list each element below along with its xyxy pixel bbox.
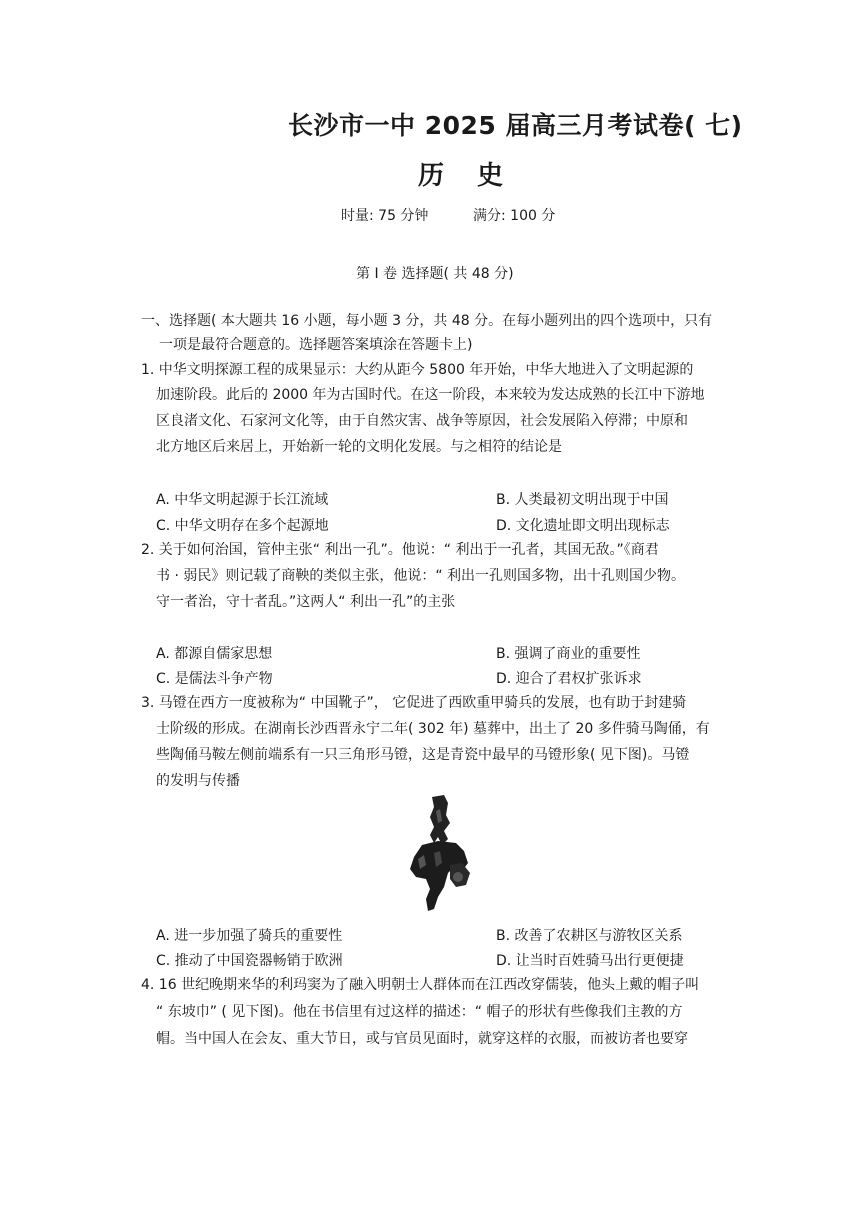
question-3-line-4: 的发明与传播 [156,773,240,789]
part-title: 第 Ⅰ 卷 选择题( 共 48 分) [356,266,514,282]
subject-title: 历 史 [418,161,516,191]
question-4-line-2: “ 东坡巾” ( 见下图)。他在书信里有过这样的描述：“ 帽子的形状有些像我们主教的方 [156,1004,683,1020]
question-1-option-b: B. 人类最初文明出现于中国 [496,492,669,508]
question-1-option-d: D. 文化遗址即文明出现标志 [496,518,670,534]
question-3-line-3: 些陶俑马鞍左侧前端系有一只三角形马镫，这是青瓷中最早的马镫形象( 见下图)。马镫 [156,747,690,763]
question-1-line-1: 1. 中华文明探源工程的成果显示：大约从距今 5800 年开始，中华大地进入了文明起源的 [141,362,694,378]
question-2-option-b: B. 强调了商业的重要性 [496,646,641,662]
question-3-line-1: 3. 马镫在西方一度被称为“ 中国靴子”， 它促进了西欧重甲骑兵的发展，也有助于封建骑 [141,695,687,711]
question-4-line-3: 帽。当中国人在会友、重大节日，或与官员见面时，就穿这样的衣服，而被访者也要穿 [156,1031,688,1047]
question-2-line-3: 守一者治，守十者乱。”这两人“ 利出一孔”的主张 [156,594,456,610]
exam-title: 长沙市一中 2025 届高三月考试卷( 七) [288,111,743,140]
question-3-option-c: C. 推动了中国瓷器畅销于欧洲 [156,953,343,969]
section-instruction-line-1: 一、选择题( 本大题共 16 小题，每小题 3 分，共 48 分。在每小题列出的四个选项中，只有 [141,313,713,329]
question-3-option-a: A. 进一步加强了骑兵的重要性 [156,928,343,944]
section-instruction-line-2: 一项是最符合题意的。选择题答案填涂在答题卡上) [159,337,473,353]
full-score: 满分: 100 分 [473,208,556,224]
question-3-option-d: D. 让当时百姓骑马出行更便捷 [496,953,684,969]
question-3-line-2: 士阶级的形成。在湖南长沙西晋永宁二年( 302 年) 墓葬中，出土了 20 多件骑马陶俑，有 [156,721,710,737]
question-1-option-a: A. 中华文明起源于长江流域 [156,492,329,508]
question-3-option-b: B. 改善了农耕区与游牧区关系 [496,928,683,944]
question-4-line-1: 4. 16 世纪晚期来华的利玛窦为了融入明朝士人群体而在江西改穿儒装，他头上戴的帽子叫 [141,977,700,993]
question-2-line-2: 书 · 弱民》则记载了商鞅的类似主张，他说：“ 利出一孔则国多物，出十孔则国少物。 [156,568,686,584]
pottery-figurine-image [404,793,476,917]
question-1-option-c: C. 中华文明存在多个起源地 [156,518,329,534]
question-2-option-a: A. 都源自儒家思想 [156,646,273,662]
question-2-option-c: C. 是儒法斗争产物 [156,671,273,687]
question-2-option-d: D. 迎合了君权扩张诉求 [496,671,642,687]
question-1-line-3: 区良渚文化、石家河文化等，由于自然灾害、战争等原因，社会发展陷入停滞；中原和 [156,413,688,429]
question-1-line-4: 北方地区后来居上，开始新一轮的文明化发展。与之相符的结论是 [156,439,562,455]
time-limit: 时量: 75 分钟 [341,208,429,224]
question-1-line-2: 加速阶段。此后的 2000 年为古国时代。在这一阶段，本来较为发达成熟的长江中下游地 [156,387,705,403]
question-2-line-1: 2. 关于如何治国，管仲主张“ 利出一孔”。他说：“ 利出于一孔者，其国无敌。”《商君 [141,542,659,558]
